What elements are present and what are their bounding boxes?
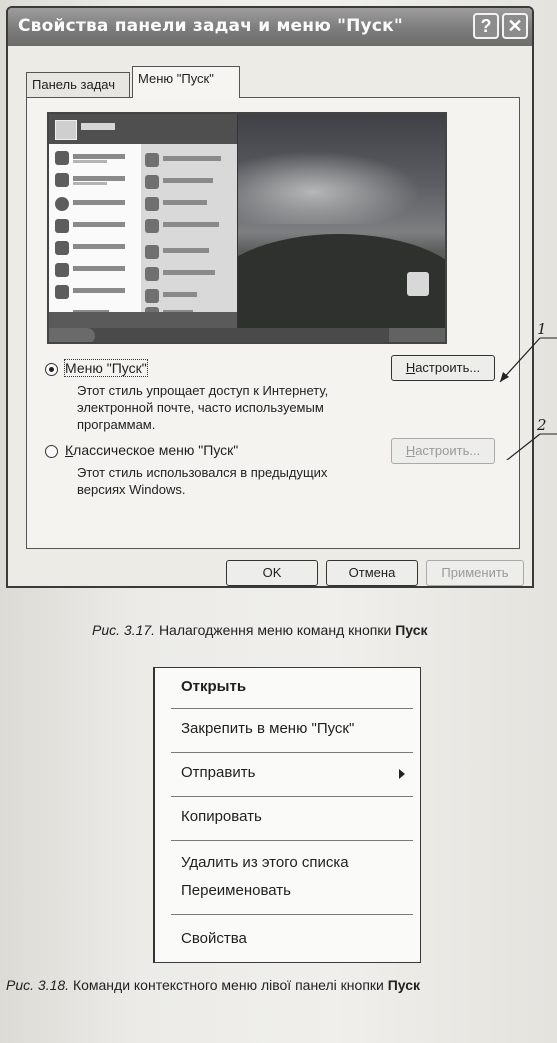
submenu-arrow-icon xyxy=(399,769,405,779)
menu-item-rename[interactable]: Переименовать xyxy=(181,882,291,899)
customize-button[interactable]: Настроить... xyxy=(391,355,495,381)
user-avatar xyxy=(55,120,77,140)
menu-separator xyxy=(171,708,413,709)
help-icon: ? xyxy=(480,16,492,36)
preview-menu-row xyxy=(55,196,139,212)
preview-menu-row xyxy=(145,218,233,234)
apply-button[interactable]: Применить xyxy=(426,560,524,586)
start-menu-preview xyxy=(47,112,447,344)
close-button[interactable] xyxy=(502,13,528,39)
close-icon: ✕ xyxy=(507,16,523,36)
figure-caption-3-17: Рис. 3.17. Налагодження меню команд кнопки Пуск xyxy=(92,622,428,638)
tab-panel xyxy=(26,97,520,549)
menu-item-pin-to-start[interactable]: Закрепить в меню "Пуск" xyxy=(181,720,355,737)
preview-start-menu xyxy=(49,114,238,328)
preview-menu-row xyxy=(145,196,233,212)
tab-start-menu[interactable]: Меню "Пуск" xyxy=(132,66,240,98)
tab-taskbar[interactable]: Панель задач xyxy=(26,72,130,98)
preview-menu-row xyxy=(145,244,233,260)
preview-menu-row xyxy=(55,172,139,188)
start-menu-radio[interactable] xyxy=(45,363,58,376)
menu-item-copy[interactable]: Копировать xyxy=(181,808,262,825)
dialog-title: Свойства панели задач и меню "Пуск" xyxy=(18,16,403,36)
menu-separator xyxy=(171,914,413,915)
start-menu-option-label[interactable]: Меню "Пуск" xyxy=(65,360,147,376)
classic-customize-button[interactable]: Настроить... xyxy=(391,438,495,464)
classic-start-menu-option-label[interactable]: Классическое меню "Пуск" xyxy=(65,442,239,458)
callout-number-1: 1 xyxy=(537,320,547,338)
classic-start-menu-description: Этот стиль использовался в предыдущих версиях Windows. xyxy=(77,465,328,497)
preview-menu-row xyxy=(145,266,233,282)
preview-menu-row xyxy=(55,262,139,278)
taskbar-properties-dialog xyxy=(6,6,534,588)
callout-arrows xyxy=(470,330,557,460)
preview-menu-row xyxy=(145,152,233,168)
preview-start-button xyxy=(49,328,95,344)
context-menu xyxy=(153,667,421,963)
preview-menu-row xyxy=(55,218,139,234)
ok-button[interactable]: OK xyxy=(226,560,318,586)
cancel-button[interactable]: Отмена xyxy=(326,560,418,586)
menu-item-send-to[interactable]: Отправить xyxy=(181,764,256,781)
help-button[interactable] xyxy=(473,13,499,39)
figure-caption-3-18: Рис. 3.18. Команди контекстного меню лівої панелі кнопки Пуск xyxy=(6,977,421,993)
menu-item-open[interactable]: Открыть xyxy=(181,678,247,695)
preview-menu-row xyxy=(55,240,139,256)
preview-menu-row xyxy=(145,288,233,304)
preview-taskbar xyxy=(49,328,445,344)
preview-menu-row xyxy=(55,150,139,166)
preview-menu-row xyxy=(145,174,233,190)
preview-system-tray xyxy=(389,328,445,344)
classic-start-menu-radio[interactable] xyxy=(45,445,58,458)
menu-separator xyxy=(171,752,413,753)
preview-menu-row xyxy=(55,284,139,300)
start-menu-description: Этот стиль упрощает доступ к Интернету, электронной почте, часто используемым программам. xyxy=(77,383,329,432)
menu-item-properties[interactable]: Свойства xyxy=(181,930,247,947)
callout-number-2: 2 xyxy=(537,416,547,434)
menu-separator xyxy=(171,796,413,797)
title-bar[interactable] xyxy=(8,8,532,46)
menu-item-remove-from-list[interactable]: Удалить из этого списка xyxy=(181,854,349,871)
recycle-bin-icon xyxy=(407,272,429,296)
menu-separator xyxy=(171,840,413,841)
